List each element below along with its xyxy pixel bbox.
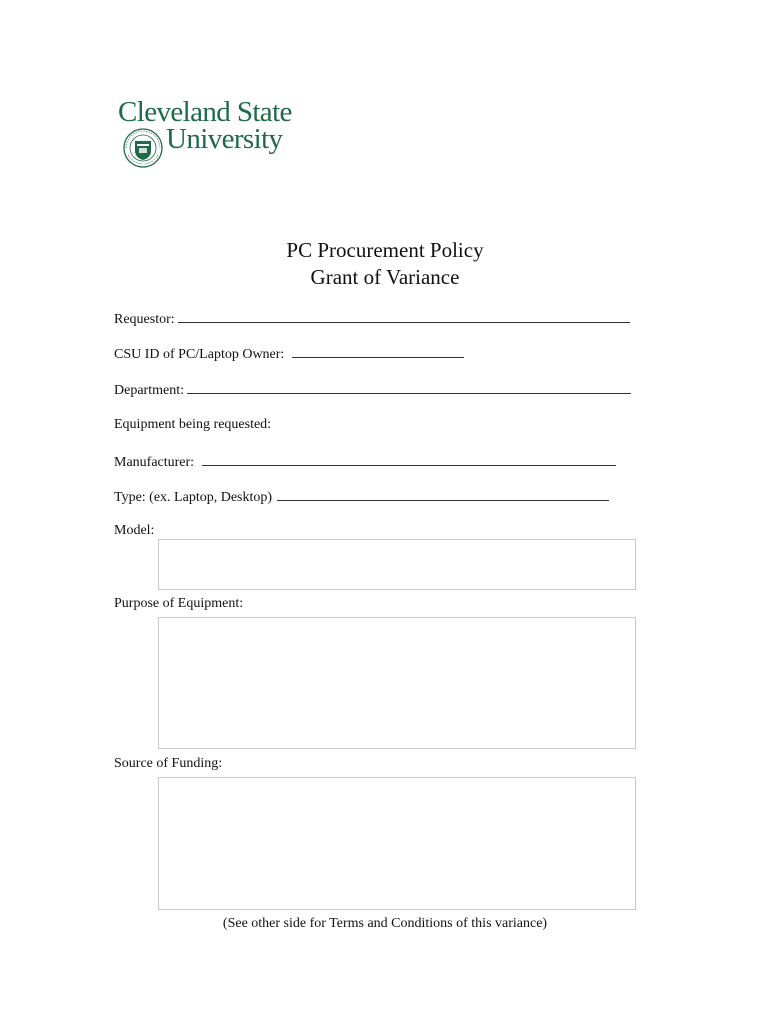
equipment-heading bbox=[114, 416, 271, 434]
requestor-label: Requestor: bbox=[114, 312, 175, 327]
logo-text-line1: Cleveland State bbox=[118, 96, 292, 128]
department-label: Department: bbox=[114, 383, 184, 398]
logo-text-line2: University bbox=[166, 123, 283, 155]
csu-id-field[interactable] bbox=[292, 344, 464, 358]
university-logo bbox=[118, 97, 318, 175]
manufacturer-row bbox=[114, 452, 616, 472]
model-label: Model: bbox=[114, 523, 155, 538]
manufacturer-field[interactable] bbox=[202, 452, 616, 466]
purpose-input-box[interactable] bbox=[158, 617, 636, 749]
requestor-row bbox=[114, 309, 630, 329]
model-input-box[interactable] bbox=[158, 539, 636, 590]
csu-id-label: CSU ID of PC/Laptop Owner: bbox=[114, 347, 285, 362]
funding-label: Source of Funding: bbox=[114, 756, 223, 771]
purpose-label: Purpose of Equipment: bbox=[114, 596, 244, 611]
purpose-row bbox=[114, 595, 243, 613]
manufacturer-label: Manufacturer: bbox=[114, 455, 195, 470]
type-label: Type: (ex. Laptop, Desktop) bbox=[114, 490, 273, 505]
csu-id-row bbox=[114, 344, 464, 364]
department-field[interactable] bbox=[187, 380, 631, 394]
funding-input-box[interactable] bbox=[158, 777, 636, 910]
document-subtitle: Grant of Variance bbox=[310, 265, 460, 289]
footer-note: (See other side for Terms and Conditions of this variance) bbox=[222, 916, 548, 931]
requestor-field[interactable] bbox=[178, 309, 630, 323]
university-seal-icon bbox=[122, 127, 164, 169]
model-row bbox=[114, 522, 154, 540]
equipment-label: Equipment being requested: bbox=[114, 417, 272, 432]
document-title: PC Procurement Policy bbox=[286, 238, 484, 262]
type-field[interactable] bbox=[277, 487, 609, 501]
department-row bbox=[114, 380, 631, 400]
funding-row bbox=[114, 755, 222, 773]
type-row bbox=[114, 487, 609, 507]
